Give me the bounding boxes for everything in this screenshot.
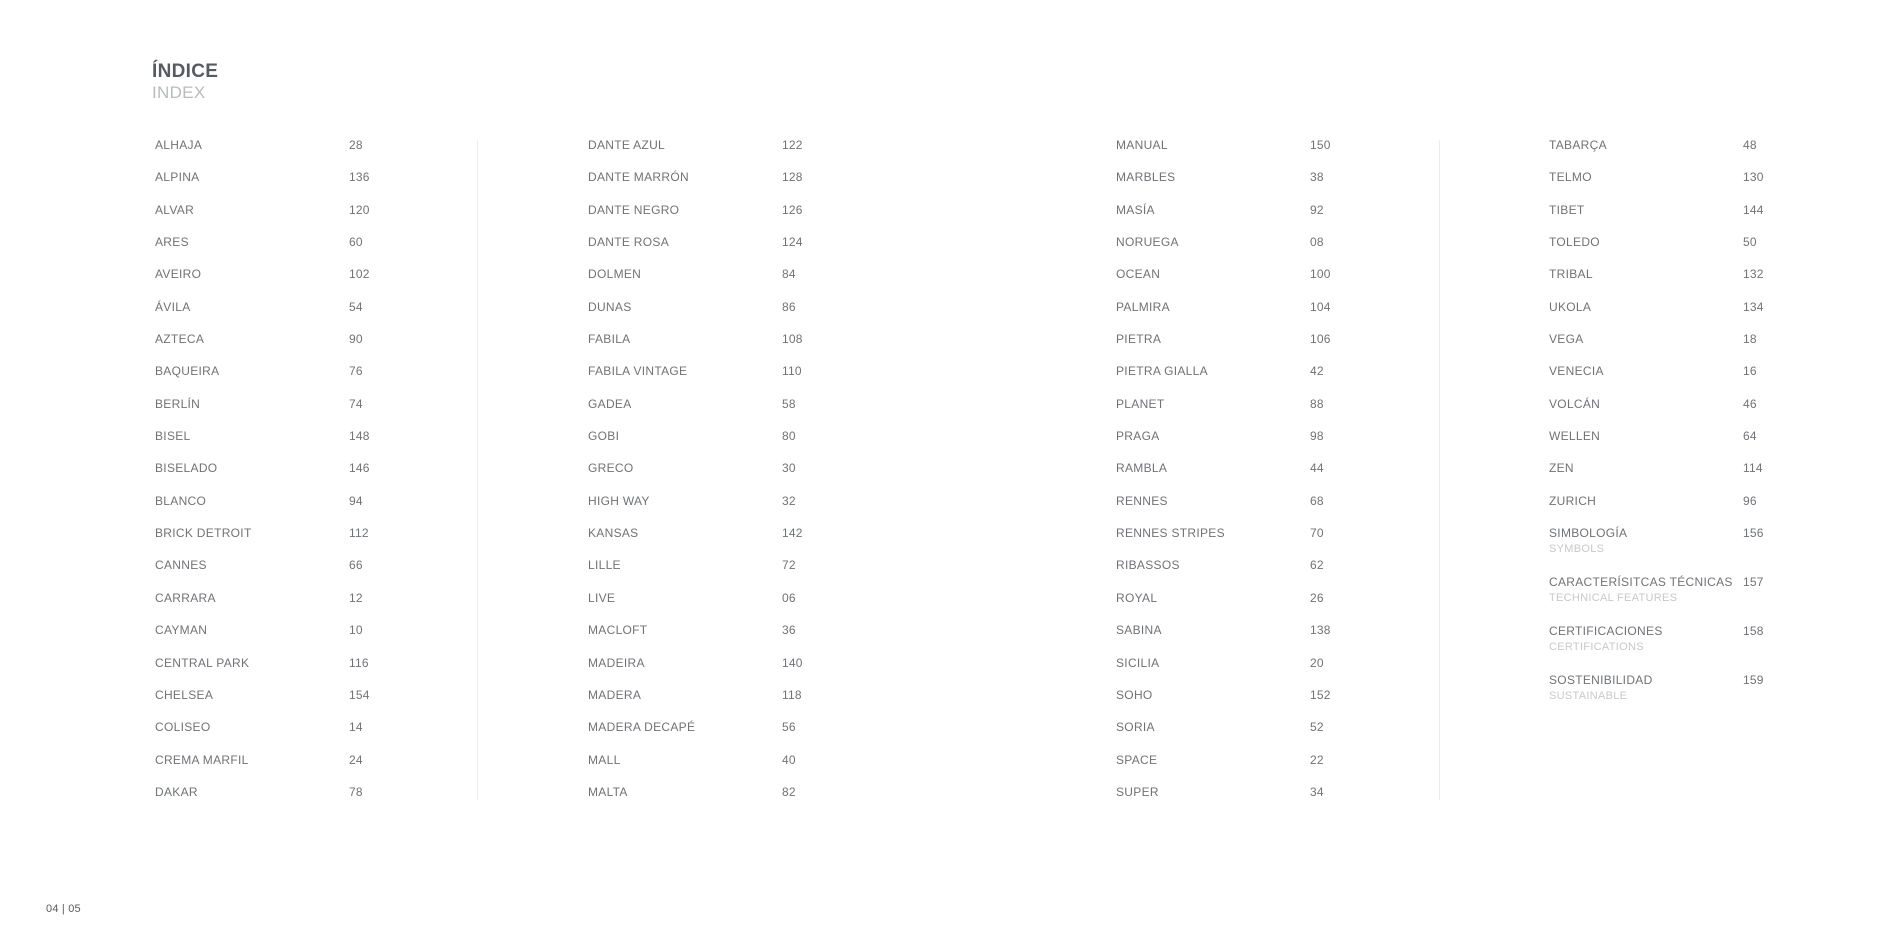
entry-name [1116, 429, 1160, 443]
entry-name [1116, 332, 1161, 346]
entry-page-number: 106 [1310, 332, 1331, 347]
entry-title: MADERA [588, 687, 642, 702]
entry-name [588, 591, 615, 605]
entry-name [588, 461, 634, 475]
entry-title: MACLOFT [588, 623, 648, 638]
entry-title: DAKAR [155, 784, 198, 799]
entry-name [588, 785, 628, 799]
entry-page-number: 108 [782, 332, 803, 347]
entry-page-number: 92 [1310, 202, 1324, 217]
entry-page-number: 154 [349, 687, 370, 702]
entry-name [1549, 429, 1600, 443]
entry-page-number: 56 [782, 720, 796, 735]
entry-page-number: 52 [1310, 720, 1324, 735]
entry-page-number: 112 [349, 526, 369, 541]
entry-title: SUPER [1116, 784, 1159, 799]
entry-title: GADEA [588, 396, 632, 411]
entry-title: TIBET [1549, 202, 1585, 217]
entry-page-number: 150 [1310, 138, 1331, 152]
entry-name [155, 300, 191, 314]
entry-name [155, 235, 189, 249]
entry-page-number: 22 [1310, 752, 1324, 767]
entry-name [155, 170, 200, 184]
entry-name [1549, 624, 1663, 653]
entry-page-number: 94 [349, 493, 363, 508]
entry-page-number: 158 [1743, 624, 1764, 639]
entry-page-number: 86 [782, 299, 796, 314]
entry-page-number: 66 [349, 558, 363, 573]
entry-name [155, 623, 207, 637]
entry-page-number: 122 [782, 138, 803, 152]
entry-page-number: 42 [1310, 364, 1324, 379]
entry-title: ALPINA [155, 170, 200, 185]
entry-title: CAYMAN [155, 623, 208, 638]
entry-title: RENNES STRIPES [1116, 526, 1225, 541]
entry-name [1116, 170, 1175, 184]
entry-page-number: 157 [1743, 575, 1764, 590]
entry-title: GOBI [588, 429, 620, 444]
entry-name [155, 591, 216, 605]
entry-name [1549, 138, 1607, 152]
entry-name [155, 138, 202, 152]
entry-page-number: 132 [1743, 267, 1764, 282]
entry-title: MASÍA [1116, 202, 1155, 217]
entry-name [1116, 494, 1168, 508]
entry-title: UKOLA [1549, 299, 1592, 314]
entry-name [155, 332, 204, 346]
entry-name [588, 623, 647, 637]
entry-name [1549, 397, 1600, 411]
column-divider [477, 140, 478, 800]
entry-name [588, 558, 621, 572]
entry-name [588, 203, 679, 217]
entry-name [588, 526, 639, 540]
entry-name [1116, 558, 1180, 572]
entry-page-number: 159 [1743, 673, 1764, 688]
entry-page-number: 134 [1743, 299, 1764, 314]
entry-name [588, 753, 621, 767]
entry-page-number: 32 [782, 493, 796, 508]
entry-title: VOLCÁN [1549, 396, 1601, 411]
entry-name [155, 656, 249, 670]
entry-page-number: 20 [1310, 655, 1324, 670]
entry-page-number: 60 [349, 235, 363, 250]
entry-title: PRAGA [1116, 429, 1160, 444]
entry-title: PIETRA GIALLA [1116, 364, 1208, 379]
entry-title: RAMBLA [1116, 461, 1168, 476]
entry-name [155, 558, 207, 572]
entry-page-number: 118 [782, 687, 802, 702]
entry-title: VENECIA [1549, 364, 1604, 379]
entry-name [1549, 461, 1574, 475]
entry-page-number: 120 [349, 202, 370, 217]
entry-title: MANUAL [1116, 138, 1168, 152]
entry-title: MALL [588, 752, 621, 767]
entry-name [588, 494, 650, 508]
entry-name [1549, 673, 1653, 702]
entry-title: DANTE NEGRO [588, 202, 680, 217]
entry-name [1116, 300, 1170, 314]
entry-name [588, 332, 631, 346]
entry-title: CENTRAL PARK [155, 655, 250, 670]
entry-title: NORUEGA [1116, 235, 1179, 250]
entry-title: ZURICH [1549, 493, 1597, 508]
entry-page-number: 156 [1743, 526, 1764, 541]
entry-title: CREMA MARFIL [155, 752, 249, 767]
entry-name [1549, 300, 1591, 314]
entry-name [1116, 397, 1164, 411]
entry-title: BERLÍN [155, 396, 201, 411]
entry-title: SOHO [1116, 687, 1153, 702]
entry-page-number: 96 [1743, 493, 1757, 508]
entry-title: SICILIA [1116, 655, 1160, 670]
entry-page-number: 148 [349, 429, 370, 444]
entry-name [1116, 656, 1159, 670]
entry-title: CANNES [155, 558, 207, 573]
entry-title: TABARÇA [1549, 138, 1607, 152]
entry-title: CHELSEA [155, 687, 214, 702]
entry-page-number: 136 [349, 170, 370, 185]
entry-name [155, 397, 200, 411]
entry-name [155, 526, 252, 540]
entry-title: BAQUEIRA [155, 364, 220, 379]
entry-page-number: 128 [782, 170, 803, 185]
entry-page-number: 40 [782, 752, 796, 767]
entry-name [1116, 623, 1162, 637]
entry-subtitle: CERTIFICATIONS [1549, 641, 1644, 654]
page-number: 04 | 05 [46, 903, 81, 915]
entry-title: ÁVILA [155, 299, 191, 314]
entry-title: TRIBAL [1549, 267, 1593, 282]
entry-title: DANTE ROSA [588, 235, 670, 250]
entry-page-number: 142 [782, 526, 803, 541]
entry-name [588, 267, 641, 281]
entry-name [155, 785, 198, 799]
entry-title: MADEIRA [588, 655, 645, 670]
entry-title: DOLMEN [588, 267, 642, 282]
entry-name [588, 429, 619, 443]
entry-title: ZEN [1549, 461, 1574, 476]
entry-page-number: 34 [1310, 784, 1324, 799]
entry-title: GRECO [588, 461, 634, 476]
entry-subtitle: TECHNICAL FEATURES [1549, 592, 1678, 605]
entry-title: ALHAJA [155, 138, 203, 152]
entry-page-number: 140 [782, 655, 803, 670]
entry-page-number: 44 [1310, 461, 1324, 476]
entry-page-number: 110 [782, 364, 802, 379]
entry-title: DANTE MARRÓN [588, 170, 689, 185]
entry-name [155, 720, 210, 734]
entry-title: FABILA [588, 332, 631, 347]
entry-name [1116, 235, 1179, 249]
entry-page-number: 124 [782, 235, 803, 250]
entry-title: TOLEDO [1549, 235, 1600, 250]
entry-name [1549, 235, 1600, 249]
entry-subtitle: SUSTAINABLE [1549, 690, 1628, 703]
entry-title: RENNES [1116, 493, 1168, 508]
entry-subtitle: SYMBOLS [1549, 543, 1605, 556]
entry-name [1549, 364, 1604, 378]
entry-page-number: 76 [349, 364, 363, 379]
entry-page-number: 14 [349, 720, 363, 735]
entry-page-number: 18 [1743, 332, 1757, 347]
entry-name [155, 688, 213, 702]
entry-page-number: 78 [349, 784, 363, 799]
entry-page-number: 38 [1310, 170, 1324, 185]
entry-name [588, 300, 632, 314]
entry-title: SABINA [1116, 623, 1162, 638]
entry-title: PALMIRA [1116, 299, 1170, 314]
entry-name [1549, 267, 1593, 281]
entry-title: MADERA DECAPÉ [588, 720, 696, 735]
entry-page-number: 102 [349, 267, 370, 282]
entry-title: ROYAL [1116, 590, 1158, 605]
entry-title: DUNAS [588, 299, 632, 314]
entry-page-number: 104 [1310, 299, 1331, 314]
entry-title: FABILA VINTAGE [588, 364, 688, 379]
entry-page-number: 88 [1310, 396, 1324, 411]
entry-name [155, 461, 217, 475]
entry-page-number: 114 [1743, 461, 1763, 476]
entry-page-number: 72 [782, 558, 796, 573]
entry-page-number: 10 [349, 623, 363, 638]
entry-page-number: 54 [349, 299, 363, 314]
entry-page-number: 28 [349, 138, 363, 152]
entry-title: BLANCO [155, 493, 207, 508]
entry-name [1549, 526, 1627, 555]
entry-name [1116, 203, 1155, 217]
entry-name [1549, 170, 1592, 184]
entry-title: BISEL [155, 429, 191, 444]
entry-page-number: 68 [1310, 493, 1324, 508]
entry-page-number: 50 [1743, 235, 1757, 250]
entry-page-number: 138 [1310, 623, 1331, 638]
entry-title: BRICK DETROIT [155, 526, 252, 541]
entry-page-number: 98 [1310, 429, 1324, 444]
entry-page-number: 12 [349, 590, 363, 605]
entry-name [1116, 364, 1208, 378]
entry-page-number: 62 [1310, 558, 1324, 573]
entry-name [1116, 753, 1157, 767]
entry-page-number: 06 [782, 590, 796, 605]
entry-page-number: 36 [782, 623, 796, 638]
entry-title: LILLE [588, 558, 621, 573]
entry-page-number: 58 [782, 396, 796, 411]
entry-page-number: 70 [1310, 526, 1324, 541]
entry-name [1116, 267, 1160, 281]
entry-name [588, 364, 687, 378]
entry-name [1549, 203, 1585, 217]
entry-name [1116, 461, 1167, 475]
entry-page-number: 74 [349, 396, 363, 411]
column-divider [1439, 140, 1440, 800]
entry-title: ARES [155, 235, 189, 250]
entry-name [588, 688, 641, 702]
entry-name [1116, 138, 1168, 152]
entry-page-number: 116 [349, 655, 369, 670]
entry-title: CERTIFICACIONES [1549, 624, 1663, 639]
entry-title: LIVE [588, 590, 616, 605]
entry-name [1116, 720, 1155, 734]
entry-title: SIMBOLOGÍA [1549, 526, 1628, 541]
entry-title: SOSTENIBILIDAD [1549, 673, 1653, 688]
entry-title: SPACE [1116, 752, 1158, 767]
entry-name [155, 267, 201, 281]
entry-page-number: 84 [782, 267, 796, 282]
entry-title: AZTECA [155, 332, 205, 347]
entry-name [1116, 526, 1225, 540]
entry-title: PIETRA [1116, 332, 1162, 347]
entry-page-number: 64 [1743, 429, 1757, 444]
entry-name [588, 397, 632, 411]
entry-name [1549, 494, 1596, 508]
entry-name [588, 170, 689, 184]
entry-name [1116, 688, 1153, 702]
entry-title: MARBLES [1116, 170, 1176, 185]
entry-title: TELMO [1549, 170, 1592, 185]
entry-title: HIGH WAY [588, 493, 650, 508]
entry-page-number: 08 [1310, 235, 1324, 250]
entry-page-number: 82 [782, 784, 796, 799]
entry-title: ALVAR [155, 202, 195, 217]
entry-title: PLANET [1116, 396, 1165, 411]
entry-page-number: 30 [782, 461, 796, 476]
index-heading [152, 61, 218, 103]
entry-name [588, 138, 665, 152]
entry-title: BISELADO [155, 461, 218, 476]
entry-page-number: 46 [1743, 396, 1757, 411]
entry-page-number: 126 [782, 202, 803, 217]
entry-name [1116, 591, 1157, 605]
entry-page-number: 48 [1743, 138, 1757, 152]
entry-title: CARRARA [155, 590, 216, 605]
entry-page-number: 152 [1310, 687, 1331, 702]
entry-page-number: 130 [1743, 170, 1764, 185]
entry-page-number: 80 [782, 429, 796, 444]
entry-title: WELLEN [1549, 429, 1601, 444]
entry-title: MALTA [588, 784, 628, 799]
entry-title: SORIA [1116, 720, 1155, 735]
entry-title: RIBASSOS [1116, 558, 1180, 573]
entry-page-number: 100 [1310, 267, 1331, 282]
entry-name [588, 656, 645, 670]
entry-name [155, 429, 191, 443]
entry-page-number: 24 [349, 752, 363, 767]
entry-name [588, 235, 669, 249]
entry-title: DANTE AZUL [588, 138, 666, 152]
entry-name [155, 753, 249, 767]
entry-title: KANSAS [588, 526, 639, 541]
page-subtitle: INDEX [152, 83, 206, 102]
entry-page-number: 16 [1743, 364, 1757, 379]
entry-title: AVEIRO [155, 267, 202, 282]
entry-name [155, 203, 194, 217]
entry-title: COLISEO [155, 720, 211, 735]
entry-title: OCEAN [1116, 267, 1161, 282]
entry-title: CARACTERÍSITCAS TÉCNICAS [1549, 575, 1733, 590]
entry-page-number: 90 [349, 332, 363, 347]
page-title: ÍNDICE [152, 61, 219, 82]
entry-page-number: 146 [349, 461, 370, 476]
entry-name [1116, 785, 1159, 799]
entry-name [588, 720, 695, 734]
entry-title: VEGA [1549, 332, 1584, 347]
entry-name [1549, 332, 1584, 346]
entry-name [155, 364, 219, 378]
entry-name [1549, 575, 1733, 604]
entry-page-number: 26 [1310, 590, 1324, 605]
entry-name [155, 494, 206, 508]
entry-page-number: 144 [1743, 202, 1764, 217]
